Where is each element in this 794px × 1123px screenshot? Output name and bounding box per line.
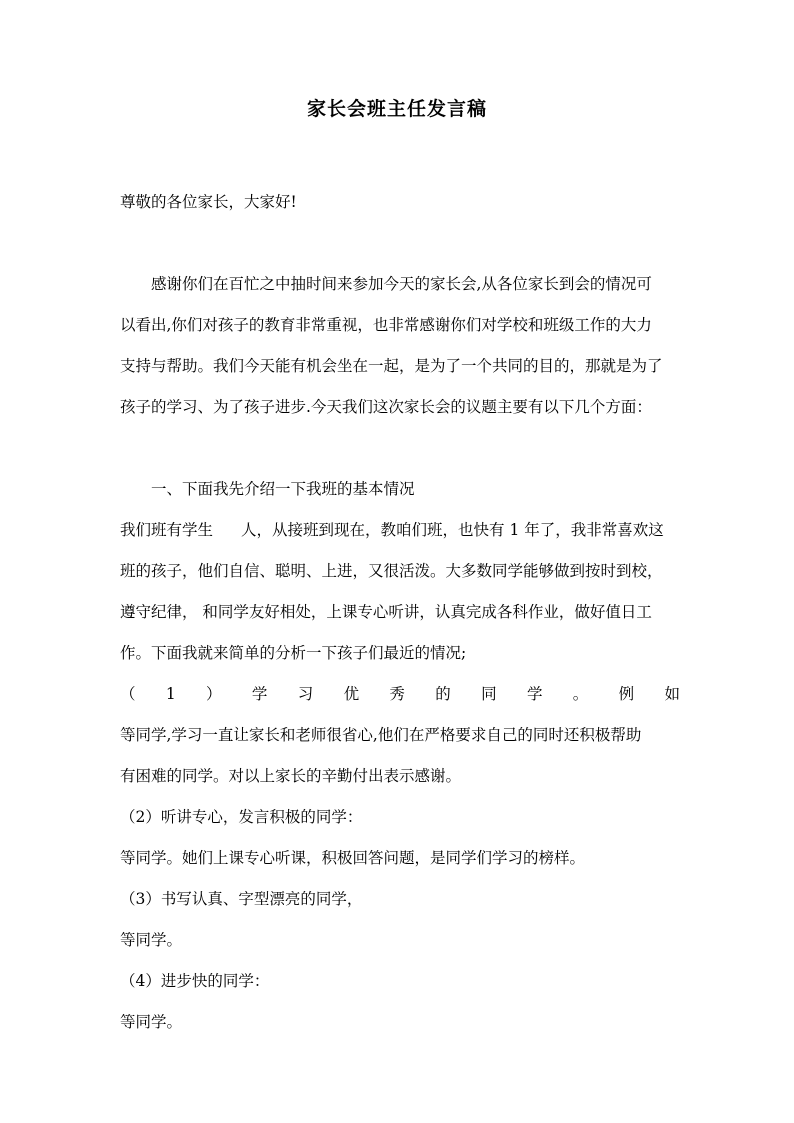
- item1-heading-char: 同: [481, 685, 497, 703]
- item1-heading: [120, 674, 680, 715]
- spacer: [120, 223, 680, 264]
- intro-line-1: 感谢你们在百忙之中抽时间来参加今天的家长会,从各位家长到会的情况可: [151, 275, 652, 293]
- item4-body: 等同学。: [120, 1013, 183, 1031]
- item2-heading: （2）听讲专心，发言积极的同学：: [120, 808, 363, 826]
- item1-body-line-2: 有困难的同学。对以上家长的辛勤付出表示感谢。: [120, 767, 462, 785]
- item1-heading-char: 1: [165, 685, 176, 703]
- intro-line-3: 支持与帮助。我们今天能有机会坐在一起，是为了一个共同的目的，那就是为了: [120, 357, 663, 375]
- item1-body-line-1: 等同学,学习一直让家长和老师很省心,他们在严格要求自己的同时还积极帮助: [120, 726, 642, 744]
- section1-line-4: 作。下面我就来简单的分析一下孩子们最近的情况;: [120, 644, 467, 662]
- section1-line-3: 遵守纪律， 和同学友好相处，上课专心听讲，认真完成各科作业，做好值日工: [120, 603, 652, 621]
- item2-body: 等同学。她们上课专心听课，积极回答问题，是同学们学习的榜样。: [120, 849, 586, 867]
- section1-heading: 一、下面我先介绍一下我班的基本情况: [151, 480, 415, 498]
- item1-heading-char: 学: [526, 685, 543, 703]
- section1-line-2: 班的孩子，他们自信、聪明、上进，又很活泼。大多数同学能够做到按时到校，: [120, 562, 663, 580]
- item1-heading-char: ）: [206, 685, 222, 703]
- intro-line-4: 孩子的学习、为了孩子进步.今天我们这次家长会的议题主要有以下几个方面：: [120, 398, 652, 416]
- item1-heading-char: 习: [297, 685, 314, 703]
- greeting: 尊敬的各位家长，大家好!: [120, 193, 297, 211]
- intro-line-2: 以看出,你们对孩子的教育非常重视，也非常感谢你们对学校和班级工作的大力: [120, 316, 652, 334]
- item4-heading: （4）进步快的同学：: [120, 972, 270, 990]
- item1-heading-char: 秀: [389, 685, 405, 703]
- item1-heading-char: 的: [435, 685, 451, 703]
- item1-heading-char: 如: [664, 685, 680, 703]
- document-title: 家长会班主任发言稿: [306, 98, 487, 120]
- item1-heading-char: （: [120, 685, 136, 703]
- item3-body: 等同学。: [120, 931, 183, 949]
- section1-line-1-b: 人，从接班到现在，教咱们班，也快有 1 年了，我非常喜欢这: [241, 521, 664, 539]
- section1-line-1-a: 我们班有学生: [120, 521, 214, 539]
- item1-heading-char: 学: [251, 685, 268, 703]
- document-body: [120, 182, 680, 1043]
- item1-heading-char: 。: [572, 685, 589, 703]
- section1-line-1: [120, 510, 680, 551]
- spacer: [120, 428, 680, 469]
- item3-heading: （3）书写认真、字型漂亮的同学，: [120, 890, 363, 908]
- item1-heading-char: 优: [343, 685, 360, 703]
- item1-heading-char: 例: [618, 685, 635, 703]
